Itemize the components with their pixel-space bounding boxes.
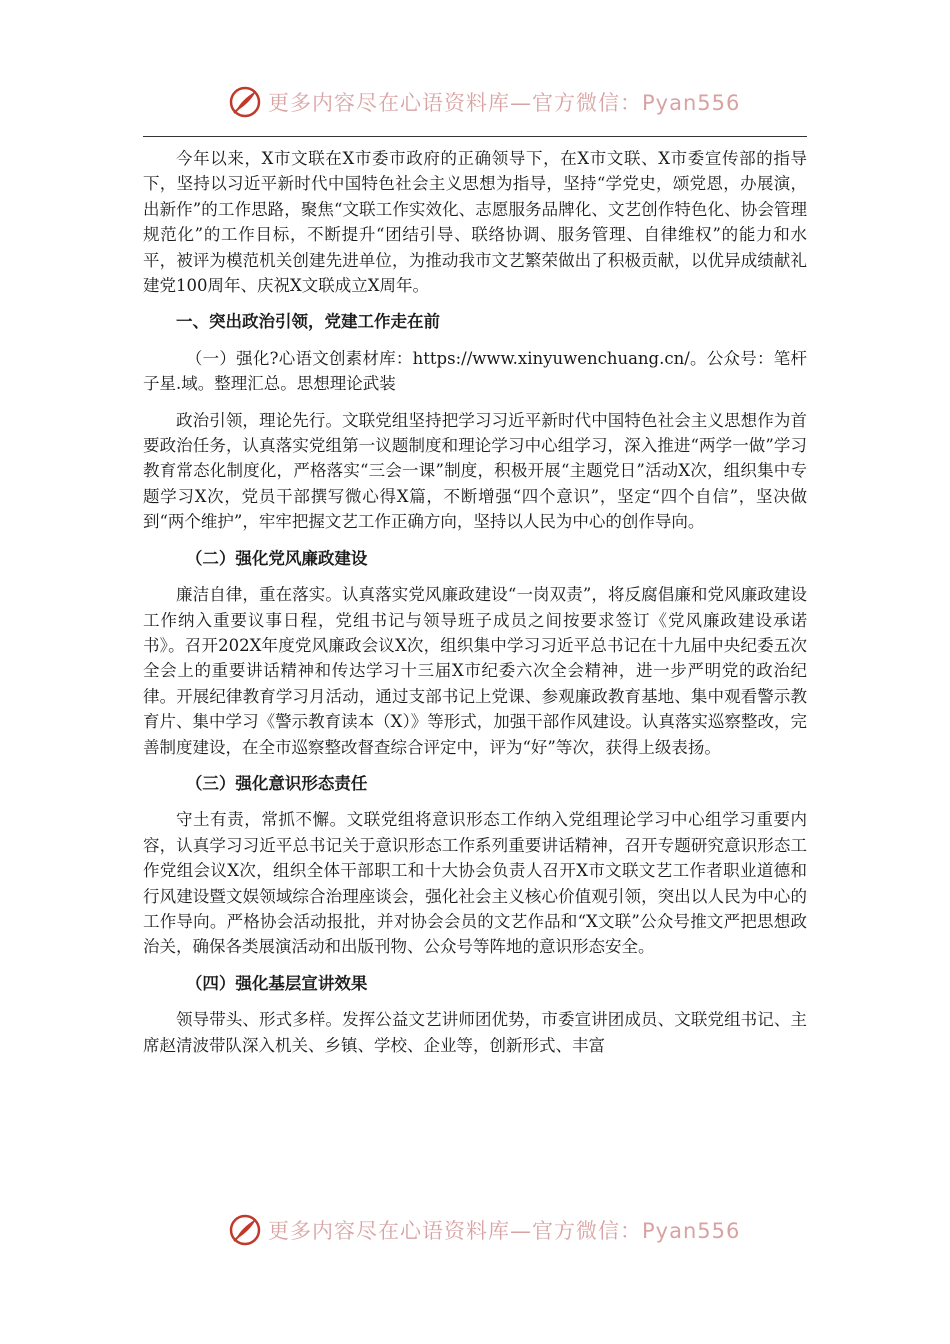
subsection-3-body: 守土有责，常抓不懈。文联党组将意识形态工作纳入党组理论学习中心组学习重要内容，认真学习习近平总书记关于意识形态工作系列重要讲话精神，召开专题研究意识形态工作党组会议X次，组织全体干部职工和十大协会负责人召开X市文联文艺工作者职业道德和行风建设暨文娱领域综合治理座谈会，强化社会主义核心价值观引领，突出以人民为中心的工作导向。严格协会活动报批，并对协会会员的文艺作品和“X文联”公众号推文严把思想政治关，确保各类展演活动和出版刊物、公众号等阵地的意识形态安全。 bbox=[143, 810, 807, 957]
footer-watermark bbox=[0, 1208, 950, 1252]
document-body bbox=[143, 146, 807, 1058]
subsection-1-body: 政治引领，理论先行。文联党组坚持把学习习近平新时代中国特色社会主义思想作为首要政治任务，认真落实党组第一议题制度和理论学习中心组学习，深入推进“两学一做”学习教育常态化制度化，严格落实“三会一课”制度，积极开展“主题党日”活动X次，组织集中专题学习X次，党员干部撰写微心得X篇，不断增强“四个意识”，坚定“四个自信”，坚决做到“两个维护”，牢牢把握文艺工作正确方向，坚持以人民为中心的创作导向。 bbox=[143, 410, 807, 532]
watermark-text: 更多内容尽在心语资料库—官方微信：Pyan556 bbox=[268, 1219, 741, 1243]
header-watermark bbox=[0, 80, 950, 124]
watermark-text: 更多内容尽在心语资料库—官方微信：Pyan556 bbox=[268, 91, 741, 115]
subsection-4-heading: （四）强化基层宣讲效果 bbox=[185, 973, 368, 993]
header-rule bbox=[143, 136, 807, 137]
subsection-4-body: 领导带头、形式多样。发挥公益文艺讲师团优势，市委宣讲团成员、文联党组书记、主席赵清波带队深入机关、乡镇、学校、企业等，创新形式、丰富 bbox=[143, 1010, 807, 1055]
subsection-2-body: 廉洁自律，重在落实。认真落实党风廉政建设“一岗双责”，将反腐倡廉和党风廉政建设工作纳入重要议事日程，党组书记与领导班子成员之间按要求签订《党风廉政建设承诺书》。召开202X年度党风廉政会议X次，组织集中学习习近平总书记在十九届中央纪委五次全会上的重要讲话精神和传达学习十三届X市纪委六次全会精神，进一步严明党的政治纪律。开展纪律教育学习月活动，通过支部书记上党课、参观廉政教育基地、集中观看警示教育片、集中学习《警示教育读本（X）》等形式，加强干部作风建设。认真落实巡察整改，完善制度建设，在全市巡察整改督查综合评定中，评为“好”等次，获得上级表扬。 bbox=[143, 585, 807, 757]
subsection-3-heading: （三）强化意识形态责任 bbox=[185, 773, 368, 793]
quill-logo-icon bbox=[228, 85, 262, 119]
subsection-1-heading: （一）强化?心语文创素材库：https://www.xinyuwenchuang.cn/。公众号：笔杆子星.域。整理汇总。思想理论武装 bbox=[143, 348, 807, 394]
subsection-2-heading: （二）强化党风廉政建设 bbox=[185, 548, 368, 568]
quill-logo-icon bbox=[228, 1213, 262, 1247]
section-1-heading: 一、突出政治引领，党建工作走在前 bbox=[176, 312, 440, 332]
intro-paragraph: 今年以来，X市文联在X市委市政府的正确领导下，在X市文联、X市委宣传部的指导下，坚持以习近平新时代中国特色社会主义思想为指导，坚持“学党史，颂党恩，办展演，出新作”的工作思路，聚焦“文联工作实效化、志愿服务品牌化、文艺创作特色化、协会管理规范化”的工作目标，不断提升“团结引导、联络协调、服务管理、自律维权”的能力和水平，被评为模范机关创建先进单位，为推动我市文艺繁荣做出了积极贡献，以优异成绩献礼建党100周年、庆祝X文联成立X周年。 bbox=[143, 149, 807, 296]
